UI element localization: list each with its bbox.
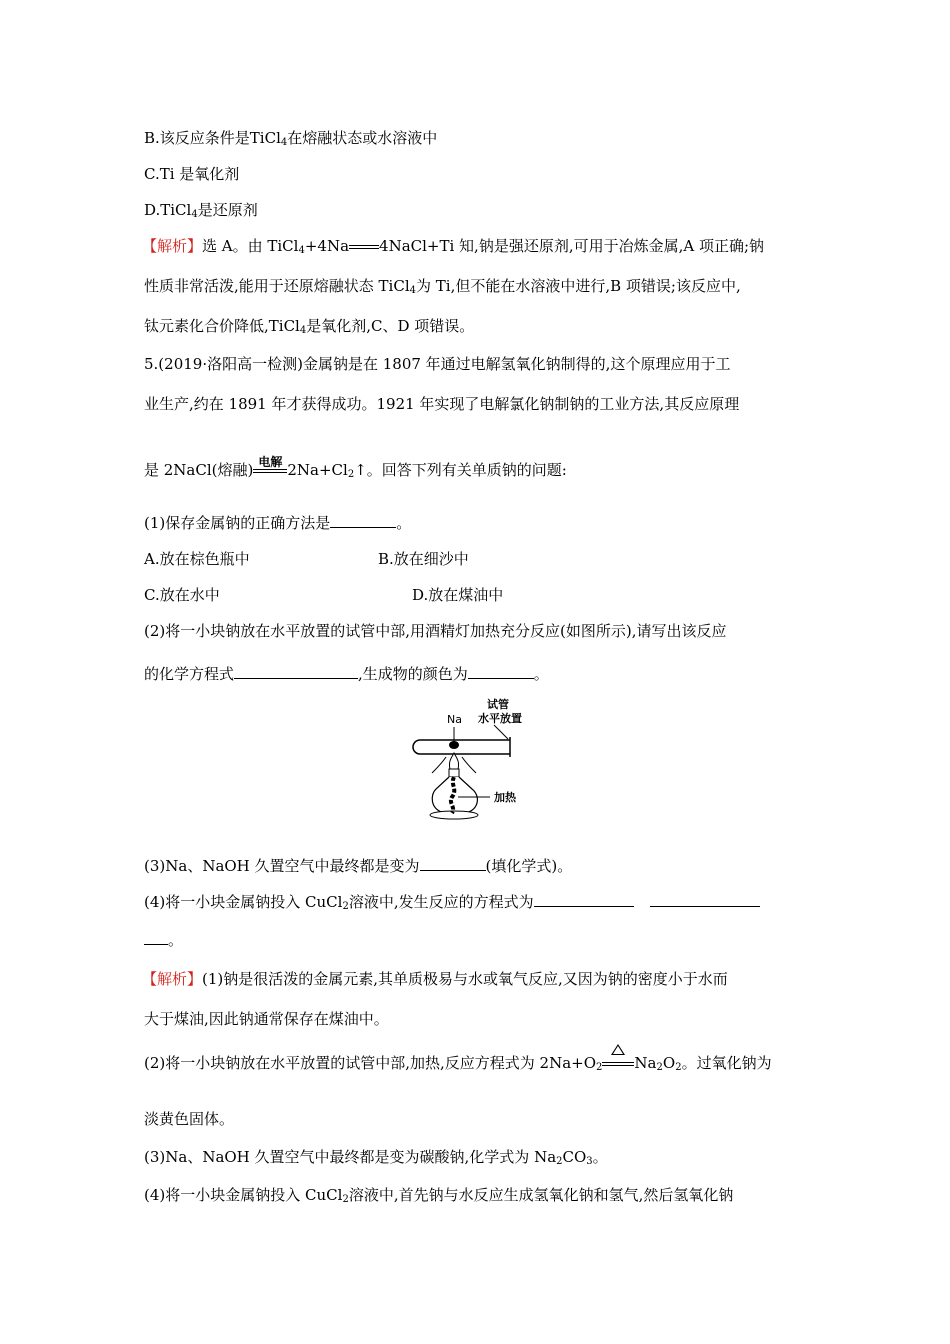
- sub-question-2-line1: (2)将一小块钠放在水平放置的试管中部,用酒精灯加热充分反应(如图所示),请写出该反应: [144, 622, 727, 640]
- question-5-line1: 5.(2019·洛阳高一检测)金属钠是在 1807 年通过电解氢氧化钠制得的,这个原理应用于工: [144, 355, 731, 373]
- answer-q5-line2: 大于煤油,因此钠通常保存在煤油中。: [144, 1010, 389, 1028]
- heating-sign: [602, 1062, 634, 1066]
- option-c1: C.放在水中: [144, 586, 220, 604]
- analysis-tag: 【解析】: [142, 237, 203, 255]
- answer-q5-part2: (2)将一小块钠放在水平放置的试管中部,加热,反应方程式为 $2Na+O_2$ $Na_2O_2$。过氧化钠为: [144, 1053, 772, 1078]
- label-horizontal: 水平放置: [478, 712, 522, 725]
- option-a1: A.放在棕色瓶中: [144, 550, 250, 568]
- option-d1: D.放在煤油中: [412, 586, 504, 604]
- answer-q5-part3: (3)Na、NaOH 久置空气中最终都是变为碳酸钠,化学式为 $Na_2CO_3$。: [144, 1148, 608, 1167]
- option-d: D.TiCl$_4$是还原剂: [144, 201, 258, 220]
- sub-question-1: (1)保存金属钠的正确方法是 。: [144, 514, 412, 532]
- test-tube-heating-figure: [410, 697, 550, 832]
- label-heat: 加热: [494, 791, 516, 804]
- equals-sign: [349, 245, 379, 249]
- answer-q5-line1: 【解析】(1)钠是很活泼的金属元素,其单质极易与水或氧气反应,又因为钠的密度小于水而: [142, 970, 728, 988]
- label-na: Na: [447, 713, 462, 726]
- question-5-line2: 业生产,约在 1891 年才获得成功。1921 年实现了电解氯化钠制钠的工业方法,其反应原理: [144, 395, 740, 413]
- answer-q4-line2: 性质非常活泼,能用于还原熔融状态 TiCl$_4$为 Ti,但不能在水溶液中进行,B 项错误;该反应中,: [144, 277, 741, 296]
- label-test-tube: 试管: [487, 698, 509, 711]
- answer-q4-line1: 【解析】选 A。由 TiCl$_4$+4Na 4NaCl+Ti 知,钠是强还原剂,可用于冶炼金属,A 项正确;钠: [142, 237, 765, 256]
- electrolysis-sign: 电解: [253, 469, 287, 473]
- question-5-line3: 是 2NaCl(熔融) 电解 $2Na+Cl_2↑$。回答下列有关单质钠的问题:: [144, 455, 567, 480]
- sub-question-3: (3)Na、NaOH 久置空气中最终都是变为 (填化学式)。: [144, 857, 573, 875]
- sub-question-4-line1: (4)将一小块金属钠投入 CuCl$_2$溶液中,发生反应的方程式为: [144, 892, 760, 917]
- delta-icon: [611, 1044, 625, 1055]
- answer-q5-part2-line2: 淡黄色固体。: [144, 1110, 235, 1128]
- option-b1: B.放在细沙中: [378, 550, 469, 568]
- sodium-piece: [449, 741, 459, 749]
- option-b: B.该反应条件是TiCl$_4$在熔融状态或水溶液中: [144, 129, 438, 148]
- answer-q5-part4: (4)将一小块金属钠投入 CuCl$_2$溶液中,首先钠与水反应生成氢氧化钠和氢气,然后氢氧化钠: [144, 1186, 734, 1205]
- answer-q4-line3: 钛元素化合价降低,TiCl$_4$是氧化剂,C、D 项错误。: [144, 317, 475, 336]
- sub-question-4-line2: 。: [144, 930, 183, 950]
- sub-question-2-line2: 的化学方程式 ,生成物的颜色为 。: [144, 665, 549, 683]
- option-c: C.Ti 是氧化剂: [144, 165, 240, 183]
